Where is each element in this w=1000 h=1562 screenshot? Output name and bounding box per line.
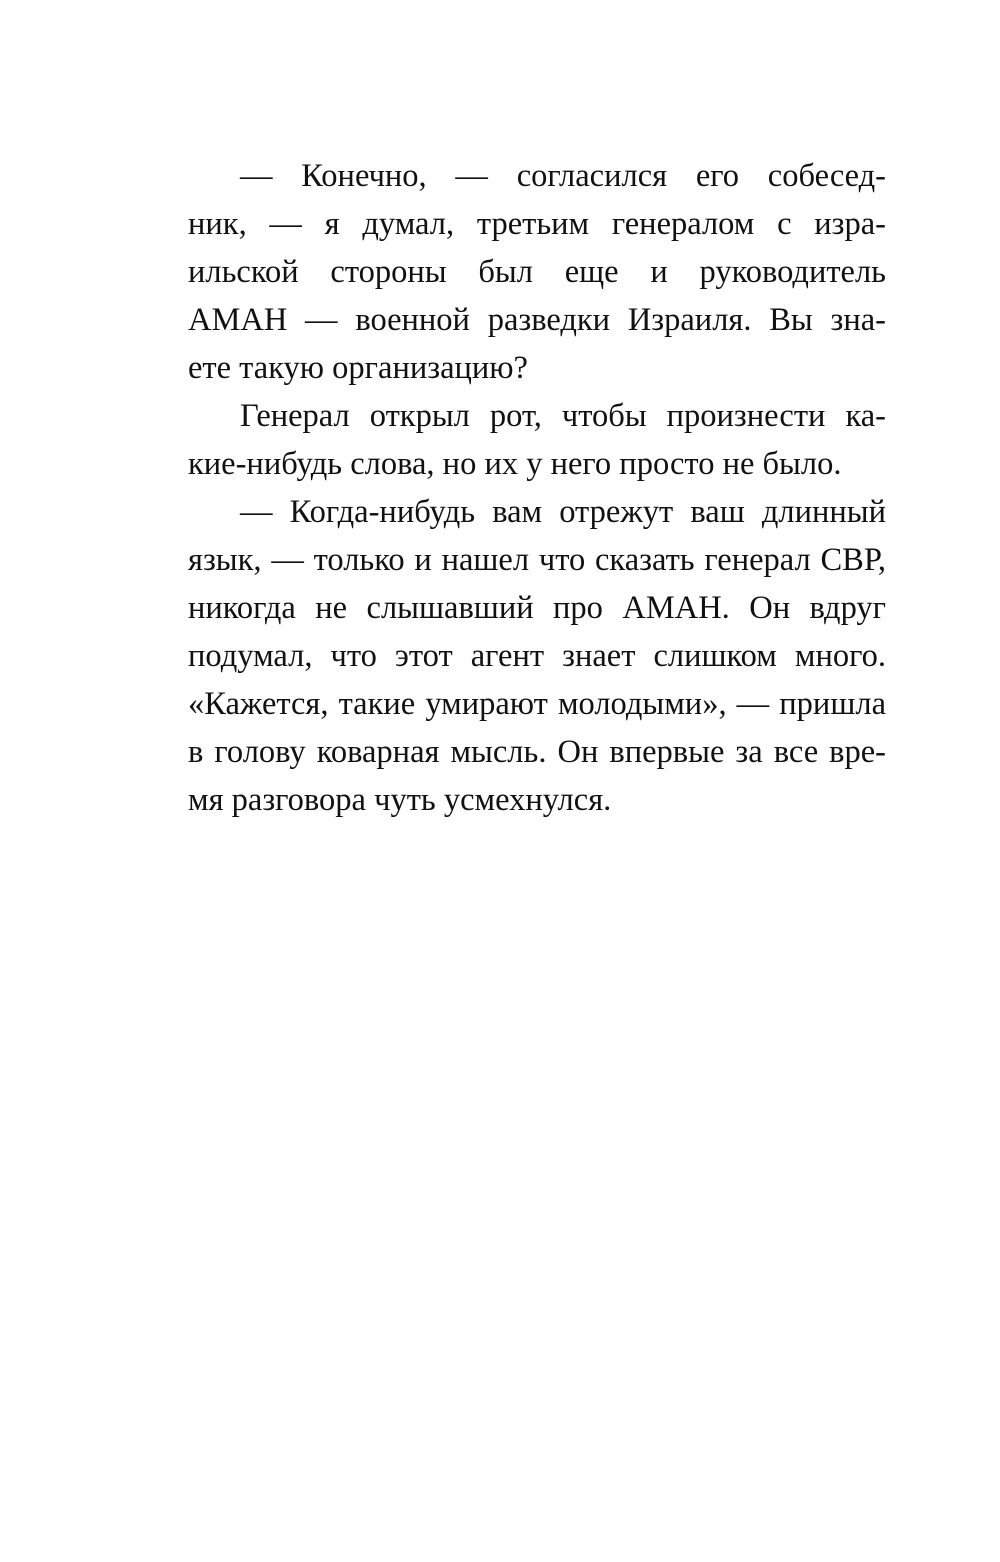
text-line: в голову коварная мысль. Он впервые за все вре- bbox=[188, 734, 886, 770]
text-line: язык, — только и нашел что сказать генерал СВР, bbox=[188, 542, 886, 578]
text-line: — Когда-нибудь вам отрежут ваш длинный bbox=[240, 494, 886, 530]
text-line: ете такую организацию? bbox=[188, 350, 528, 386]
text-line: ильской стороны был еще и руководитель bbox=[188, 254, 886, 290]
book-page-text bbox=[188, 152, 886, 824]
text-line: АМАН — военной разведки Израиля. Вы зна- bbox=[188, 302, 886, 338]
text-line: «Кажется, такие умирают молодыми», — пришла bbox=[188, 686, 886, 722]
text-line: Генерал открыл рот, чтобы произнести ка- bbox=[240, 398, 886, 434]
text-line: никогда не слышавший про АМАН. Он вдруг bbox=[188, 590, 886, 626]
paragraph-dialogue-1 bbox=[188, 152, 886, 392]
text-line: мя разговора чуть усмехнулся. bbox=[188, 782, 612, 818]
text-line: — Конечно, — согласился его собесед- bbox=[240, 158, 886, 194]
text-line: ник, — я думал, третьим генералом с изра- bbox=[188, 206, 886, 242]
paragraph-dialogue-2 bbox=[188, 488, 886, 824]
paragraph-narration-1 bbox=[188, 392, 886, 488]
text-line: кие-нибудь слова, но их у него просто не было. bbox=[188, 446, 842, 482]
text-line: подумал, что этот агент знает слишком много. bbox=[188, 638, 886, 674]
